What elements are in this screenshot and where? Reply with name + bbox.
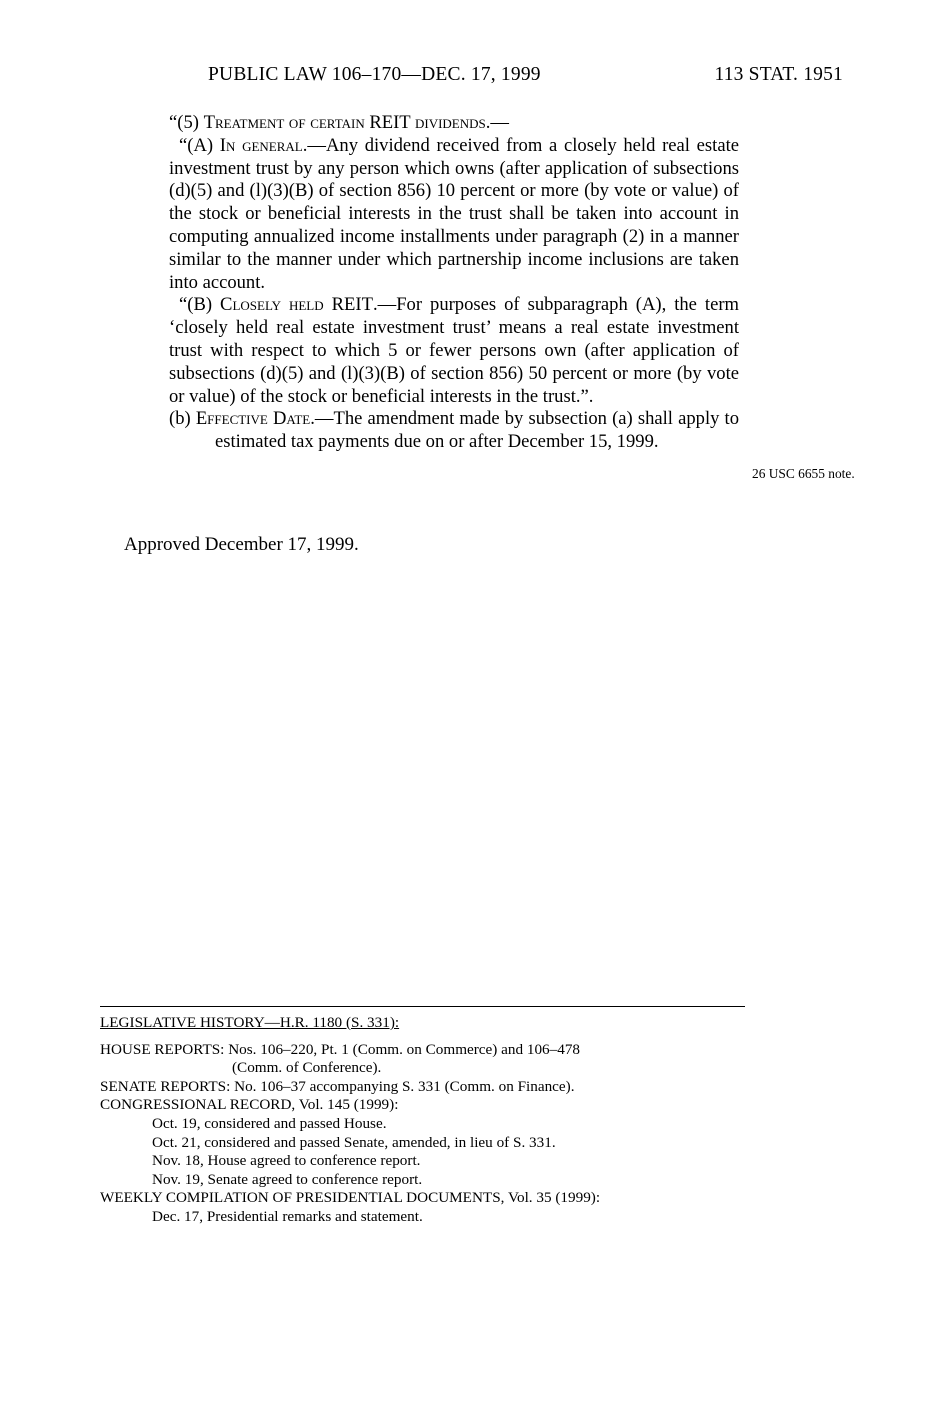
entry-text: Oct. 21, considered and passed Senate, amended, in lieu of S. 331. xyxy=(152,1133,556,1151)
legislative-history-entry-dec-17 xyxy=(100,1208,760,1227)
entry-text: CONGRESSIONAL RECORD, Vol. 145 (1999): xyxy=(100,1096,399,1114)
paragraph-5-heading xyxy=(169,112,739,135)
legislative-history-entry-senate-reports xyxy=(100,1078,760,1097)
paragraph-5-heading-text: “(5) Treatment of certain REIT dividends.— xyxy=(169,112,509,133)
entry-text: Nov. 18, House agreed to conference report. xyxy=(152,1152,421,1170)
entry-text: Nov. 19, Senate agreed to conference report. xyxy=(152,1170,423,1188)
entry-text: WEEKLY COMPILATION OF PRESIDENTIAL DOCUMENTS, Vol. 35 (1999): xyxy=(100,1189,601,1207)
legislative-history-entry-nov-18 xyxy=(100,1152,760,1171)
legislative-history-entry-house-reports xyxy=(100,1041,760,1060)
paragraph-b-effective-date xyxy=(169,408,739,454)
paragraph-A-in-general xyxy=(169,135,739,295)
legislative-history-entry-oct-21 xyxy=(100,1134,760,1153)
entry-text: HOUSE REPORTS: Nos. 106–220, Pt. 1 (Comm. on Commerce) and 106–478 xyxy=(100,1040,581,1058)
approved-line xyxy=(124,534,359,556)
legislative-history-entry-nov-19 xyxy=(100,1171,760,1190)
legislative-history-title xyxy=(100,1014,760,1033)
legislative-history-entry-weekly-compilation xyxy=(100,1189,760,1208)
footer-divider-rule xyxy=(100,1006,745,1007)
paragraph-b-text: (b) Effective Date.—The amendment made by subsection (a) shall apply to estimated tax payments due on or after December 15, 1999. xyxy=(169,408,739,453)
margin-note-text: 26 USC 6655 note. xyxy=(752,466,855,481)
running-head-left: PUBLIC LAW 106–170—DEC. 17, 1999 xyxy=(208,64,541,85)
running-head-right: 113 STAT. 1951 xyxy=(714,64,843,85)
approved-text: Approved December 17, 1999. xyxy=(124,534,359,555)
margin-note-usc-reference xyxy=(752,466,882,482)
paragraph-A-text: “(A) In general.—Any dividend received from a closely held real estate investment trust by any person which owns (after application of subsections (d)(5) and (l)(3)(B) of section 856) 10 percent or more (by vote or value) of the stock or beneficial interests in the trust shall be taken into account in computing annualized income installments under paragraph (2) in a manner similar to the manner under which partnership income inclusions are taken into account. xyxy=(169,134,739,293)
paragraph-B-closely-held-reit xyxy=(169,294,739,408)
running-head xyxy=(100,64,847,86)
legislative-history-entry-conference xyxy=(100,1059,760,1078)
entry-text: Dec. 17, Presidential remarks and statement. xyxy=(152,1207,423,1225)
entry-text: SENATE REPORTS: No. 106–37 accompanying S. 331 (Comm. on Finance). xyxy=(100,1077,575,1095)
legislative-history-entry-congressional-record xyxy=(100,1096,760,1115)
legislative-history-title-text: LEGISLATIVE HISTORY—H.R. 1180 (S. 331): xyxy=(100,1014,400,1031)
entry-text: Oct. 19, considered and passed House. xyxy=(152,1114,387,1132)
body-column xyxy=(169,112,739,454)
entry-text: (Comm. of Conference). xyxy=(232,1059,382,1077)
paragraph-B-text: “(B) Closely held REIT.—For purposes of subparagraph (A), the term ‘closely held real estate investment trust’ means a real estate investment trust with respect to which 5 or fewer persons own (after application of subsections (d)(5) and (l)(3)(B) of section 856) 50 percent or more (by vote or value) of the stock or beneficial interests in the trust.”. xyxy=(169,294,740,407)
legislative-history-block xyxy=(100,1014,760,1227)
legislative-history-entry-oct-19 xyxy=(100,1115,760,1134)
